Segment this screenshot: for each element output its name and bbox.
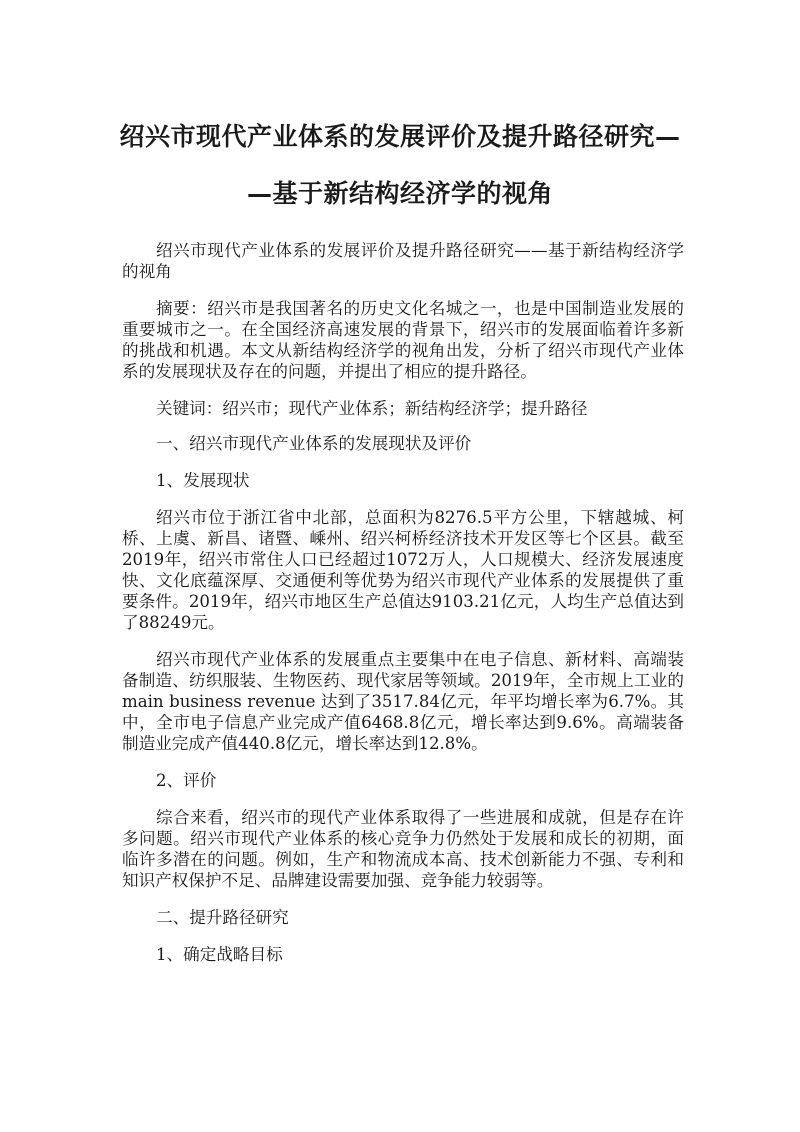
current-status-paragraph: 绍兴市位于浙江省中北部，总面积为8276.5平方公里，下辖越城、柯桥、上虞、新昌、诸暨、嵊州、绍兴柯桥经济技术开发区等七个区县。截至2019年，绍兴市常住人口已经超过1072万人，人口规模大、经济发展速度快、文化底蕴深厚、交通便利等优势为绍兴市现代产业体系的发展提供了重要条件。2019年，绍兴市地区生产总值达9103.21亿元，人均生产总值达到了88249元。 (122, 508, 684, 632)
section-heading-2: 二、提升路径研究 (156, 908, 289, 927)
section-heading-1: 一、绍兴市现代产业体系的发展现状及评价 (156, 434, 472, 453)
repeated-title-paragraph: 绍兴市现代产业体系的发展评价及提升路径研究——基于新结构经济学的视角 (122, 241, 684, 281)
abstract-paragraph: 摘要：绍兴市是我国著名的历史文化名城之一，也是中国制造业发展的重要城市之一。在全国经济高速发展的背景下，绍兴市的发展面临着许多新的挑战和机遇。本文从新结构经济学的视角出发，分析了绍兴市现代产业体系的发展现状及存在的问题，并提出了相应的提升路径。 (122, 299, 684, 381)
document-body (122, 240, 684, 965)
document-title-line-1: 绍兴市现代产业体系的发展评价及提升路径研究— (119, 122, 681, 151)
keywords-paragraph: 关键词：绍兴市；现代产业体系；新结构经济学；提升路径 (156, 399, 588, 418)
evaluation-paragraph: 综合来看，绍兴市的现代产业体系取得了一些进展和成就，但是存在许多问题。绍兴市现代产业体系的核心竞争力仍然处于发展和成长的初期，面临许多潜在的问题。例如，生产和物流成本高、技术创新能力不强、专利和知识产权保护不足、品牌建设需要加强、竞争能力较弱等。 (122, 808, 684, 890)
subsection-heading-1-2: 2、评价 (156, 771, 217, 790)
document-title-line-2: —基于新结构经济学的视角 (246, 179, 553, 208)
subsection-heading-2-1: 1、确定战略目标 (156, 945, 283, 964)
subsection-heading-1-1: 1、发展现状 (156, 471, 250, 490)
industry-focus-paragraph: 绍兴市现代产业体系的发展重点主要集中在电子信息、新材料、高端装备制造、纺织服装、生物医药、现代家居等领域。2019年，全市规上工业的 main business revenue 达到了3517.84亿元，年平均增长率为6.7%。其中，全市电子信息产业完成产值6468.8亿元，增长率达到9.6%。高端装备制造业完成产值440.8亿元，增长率达到12.8%。 (122, 650, 684, 753)
